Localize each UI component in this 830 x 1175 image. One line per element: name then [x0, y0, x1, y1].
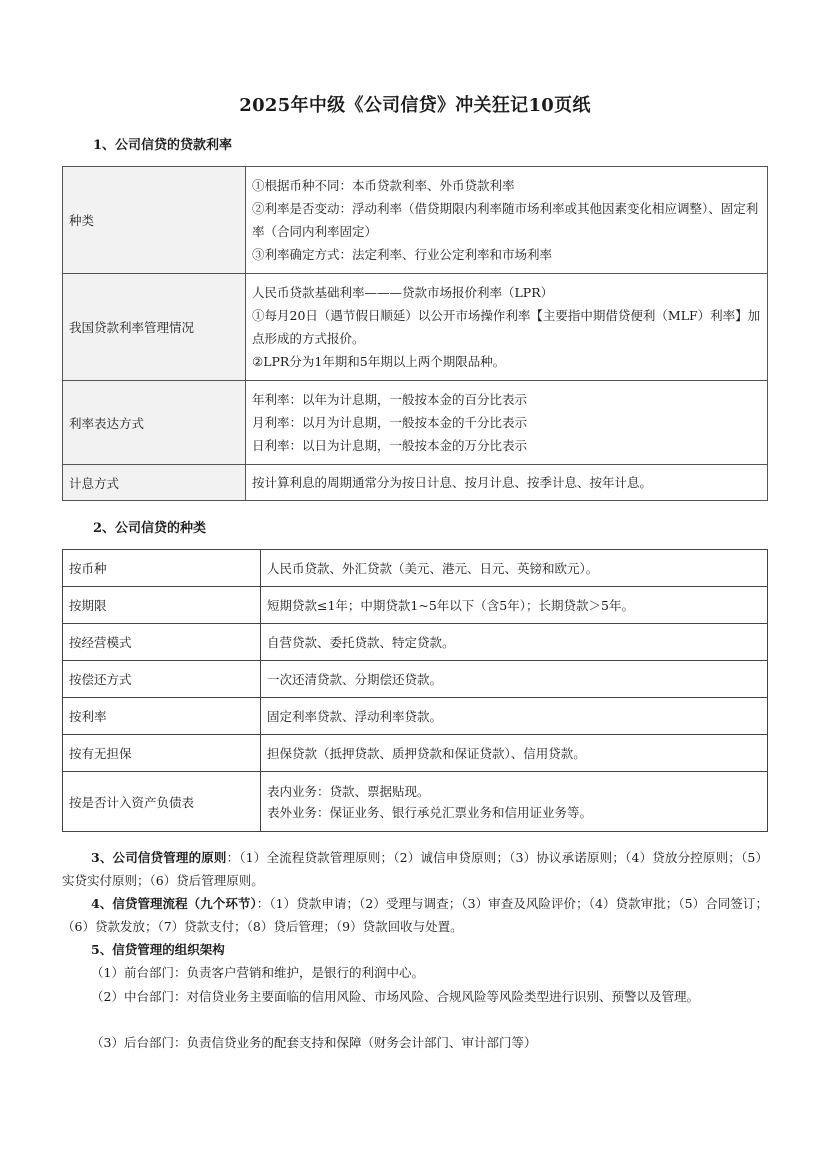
value-line: 人民币贷款基础利率———贷款市场报价利率（LPR）	[252, 285, 554, 300]
interest-rate-table	[62, 166, 768, 501]
row-value: 人民币贷款、外汇贷款（美元、港元、日元、英镑和欧元）。	[261, 550, 768, 587]
row-label: 按期限	[63, 587, 261, 624]
principles-heading: 3、公司信贷管理的原则	[91, 850, 227, 865]
row-value: 担保贷款（抵押贷款、质押贷款和保证贷款）、信用贷款。	[261, 735, 768, 772]
value-line: 表内业务：贷款、票据贴现。	[267, 783, 430, 799]
row-value	[246, 167, 768, 274]
organization-item: （3）后台部门：负责信贷业务的配套支持和保障（财务会计部门、审计部门等）	[91, 1035, 537, 1050]
principles-text: ：（1）全流程贷款管理原则；（2）诚信申贷原则；（3）协议承诺原则；（4）贷放分控原则；（5）实贷实付原则；（6）贷后管理原则。	[62, 850, 768, 888]
value-line: 日利率：以日为计息期，一般按本金的万分比表示	[252, 438, 528, 453]
table-row	[63, 661, 768, 698]
table-row	[63, 381, 768, 465]
row-value: 自营贷款、委托贷款、特定贷款。	[261, 624, 768, 661]
value-line: ②利率是否变动：浮动利率（借贷期限内利率随市场利率或其他因素变化相应调整）、固定利率（合同内利率固定）	[252, 201, 759, 239]
organization-heading: 5、信贷管理的组织架构	[91, 942, 225, 957]
table-row	[63, 167, 768, 274]
organization-item: （1）前台部门：负责客户营销和维护，是银行的利润中心。	[91, 965, 424, 980]
value-line: ①根据币种不同：本币贷款利率、外币贷款利率	[252, 178, 515, 193]
organization-heading-line	[62, 938, 768, 961]
row-value	[246, 274, 768, 381]
value-line: 按计算利息的周期通常分为按日计息、按月计息、按季计息、按年计息。	[252, 475, 653, 490]
table-row	[63, 274, 768, 381]
principles-paragraph	[62, 846, 768, 892]
row-value: 一次还清贷款、分期偿还贷款。	[261, 661, 768, 698]
organization-item: （2）中台部门：对信贷业务主要面临的信用风险、市场风险、合规风险等风险类型进行识别、预警以及管理。	[91, 989, 699, 1004]
row-label: 计息方式	[63, 465, 246, 501]
table-row	[63, 624, 768, 661]
table-row	[63, 465, 768, 501]
row-value: 短期贷款≤1年；中期贷款1~5年以下（含5年）；长期贷款＞5年。	[261, 587, 768, 624]
row-value: 固定利率贷款、浮动利率贷款。	[261, 698, 768, 735]
table-row	[63, 735, 768, 772]
value-line: ②LPR分为1年期和5年期以上两个期限品种。	[252, 354, 506, 369]
table-row	[63, 772, 768, 832]
row-label: 按有无担保	[63, 735, 261, 772]
row-label: 按是否计入资产负债表	[63, 772, 261, 832]
row-label: 按偿还方式	[63, 661, 261, 698]
section1-heading: 1、公司信贷的贷款利率	[93, 138, 233, 153]
table-row	[63, 587, 768, 624]
process-text: ：（1）贷款申请；（2）受理与调查；（3）审查及风险评价；（4）贷款审批；（5）合同签订；（6）贷款发放；（7）贷款支付；（8）贷后管理；（9）贷款回收与处置。	[62, 896, 768, 934]
value-line: 表外业务：保证业务、银行承兑汇票业务和信用证业务等。	[267, 804, 593, 820]
page-title: 2025年中级《公司信贷》冲关狂记10页纸	[239, 95, 591, 116]
row-label: 按经营模式	[63, 624, 261, 661]
row-label: 我国贷款利率管理情况	[63, 274, 246, 381]
row-label: 利率表达方式	[63, 381, 246, 465]
value-line: ③利率确定方式：法定利率、行业公定利率和市场利率	[252, 247, 553, 262]
value-line: 月利率：以月为计息期，一般按本金的千分比表示	[252, 415, 528, 430]
table-row	[63, 698, 768, 735]
row-label: 种类	[63, 167, 246, 274]
loan-types-table	[62, 549, 768, 832]
value-line: ①每月20日（遇节假日顺延）以公开市场操作利率【主要指中期借贷便利（MLF）利率】加点形成的方式报价。	[252, 308, 761, 346]
row-value	[246, 381, 768, 465]
process-paragraph	[62, 892, 768, 938]
row-label: 按利率	[63, 698, 261, 735]
value-line: 年利率：以年为计息期，一般按本金的百分比表示	[252, 392, 528, 407]
process-heading: 4、信贷管理流程（九个环节）	[91, 896, 257, 911]
table-row	[63, 550, 768, 587]
section2-heading: 2、公司信贷的种类	[93, 521, 207, 536]
row-value	[261, 772, 768, 832]
row-value	[246, 465, 768, 501]
row-label: 按币种	[63, 550, 261, 587]
